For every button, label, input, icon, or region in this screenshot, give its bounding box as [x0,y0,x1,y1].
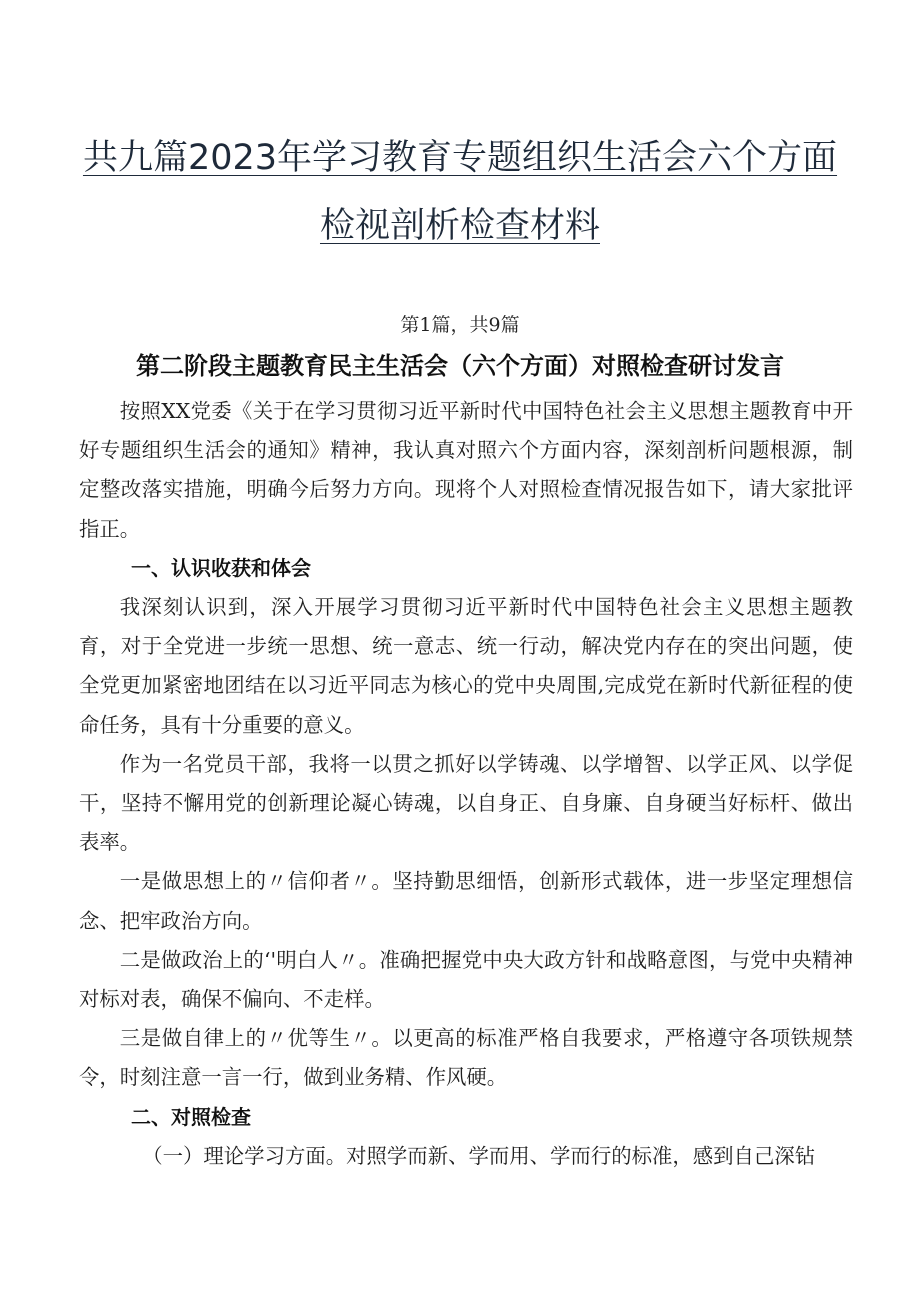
section-2-paragraph: （一）理论学习方面。对照学而新、学而用、学而行的标准，感到自己深钻 [142,1143,816,1168]
section-1-paragraph: 作为一名党员干部，我将一以贯之抓好以学铸魂、以学增智、以学正风、以学促干，坚持不懈用党的创新理论凝心铸魂，以自身正、自身廉、自身硬当好标杆、做出表率。 [79,751,853,855]
section-1-paragraph: 一是做思想上的〃信仰者〃。坚持勤思细悟，创新形式载体，进一步坚定理想信念、把牢政治方向。 [79,869,853,933]
section-1-paragraph: 我深刻认识到，深入开展学习贯彻习近平新时代中国特色社会主义思想主题教育，对于全党进一步统一思想、统一意志、统一行动，解决党内存在的突出问题，使全党更加紧密地团结在以习近平同志为核心的党中央周围,完成党在新时代新征程的使命任务，具有十分重要的意义。 [79,595,853,737]
section-1-paragraph: 三是做自律上的〃优等生〃。以更高的标准严格自我要求，严格遵守各项铁规禁令，时刻注意一言一行，做到业务精、作风硬。 [79,1026,853,1090]
section-1-heading: 一、认识收获和体会 [131,555,311,580]
document-title-line-2: 检视剖析检查材料 [319,206,600,246]
article-subtitle: 第二阶段主题教育民主生活会（六个方面）对照检查研讨发言 [136,352,784,380]
document-body [79,392,853,1176]
intro-paragraph: 按照XX党委《关于在学习贯彻习近平新时代中国特色社会主义思想主题教育中开好专题组织生活会的通知》精神，我认真对照六个方面内容，深刻剖析问题根源，制定整改落实措施，明确今后努力方向。现将个人对照检查情况报告如下，请大家批评指正。 [79,399,853,541]
document-title-line-1: 共九篇2023年学习教育专题组织生活会六个方面 [82,138,838,178]
page-count: 第1篇，共9篇 [400,314,520,336]
section-1-paragraph: 二是做政治上的‘'明白人〃。准确把握党中央大政方针和战略意图，与党中央精神对标对表，确保不偏向、不走样。 [79,947,853,1012]
section-2-heading: 二、对照检查 [131,1104,251,1129]
